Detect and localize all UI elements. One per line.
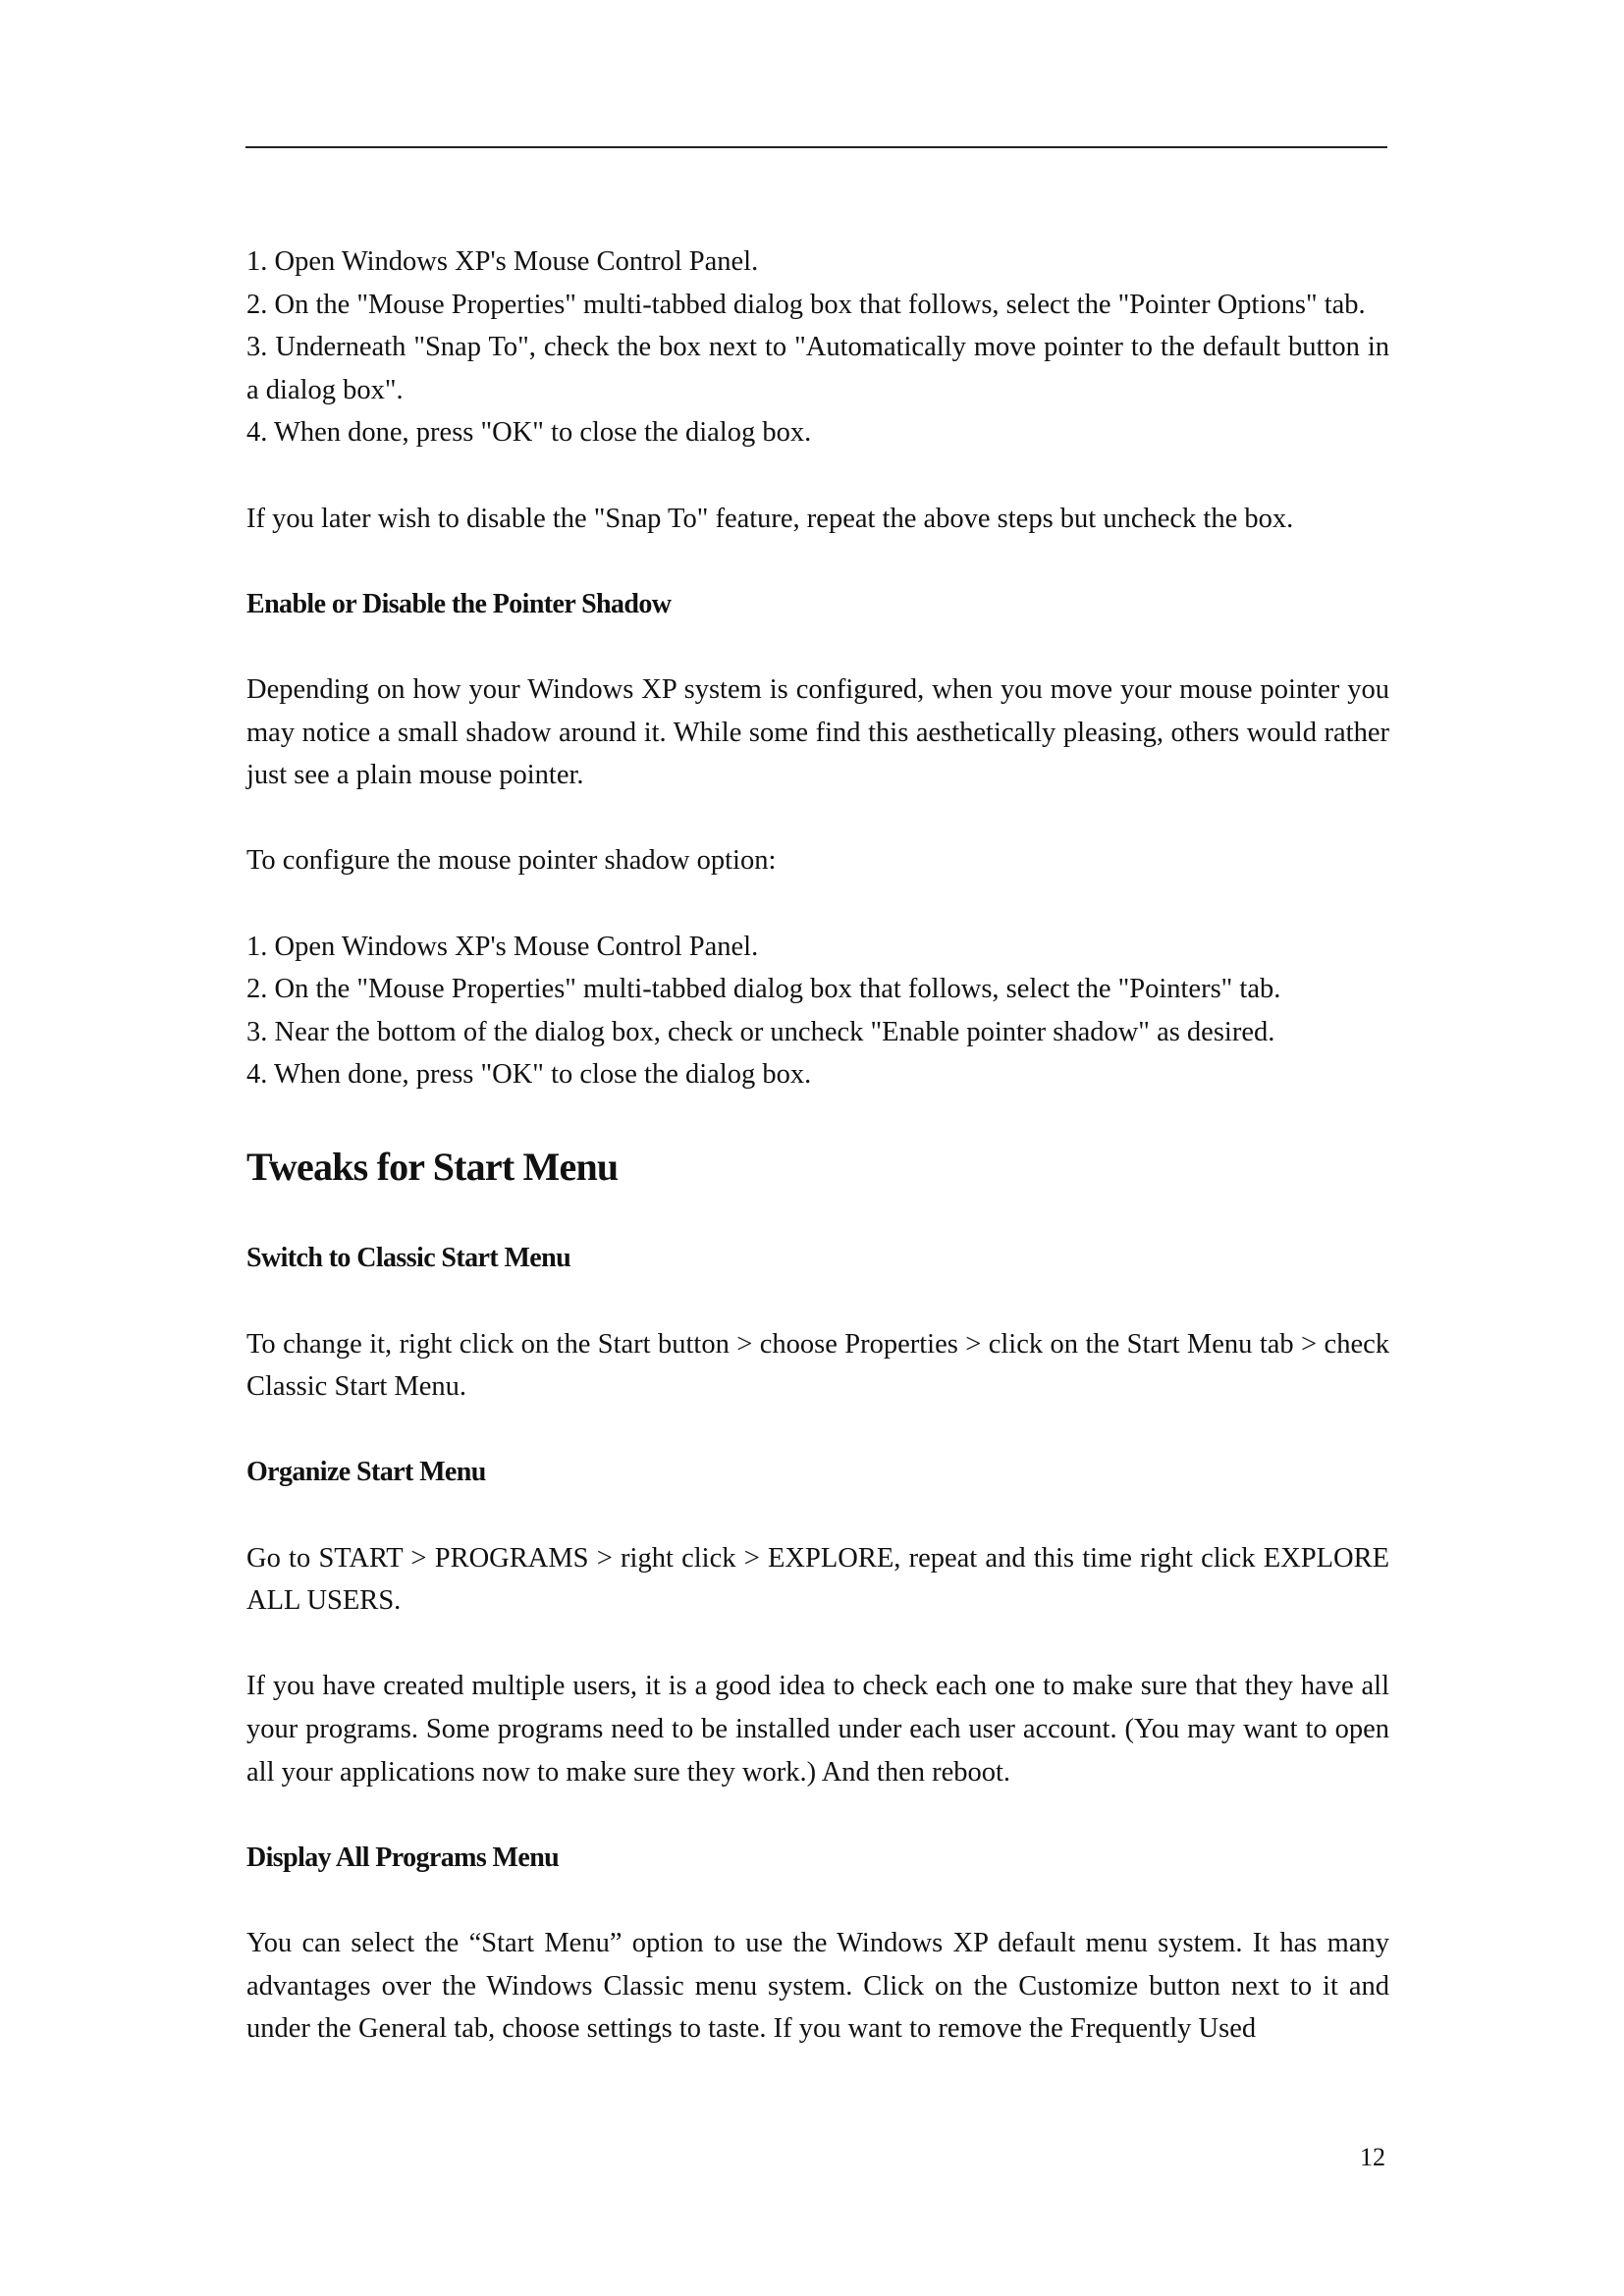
- step-1: 1. Open Windows XP's Mouse Control Panel.: [246, 246, 759, 277]
- classic-start-heading: Switch to Classic Start Menu: [246, 1243, 571, 1274]
- all-programs-heading: Display All Programs Menu: [246, 1842, 560, 1873]
- shadow-step-3: 3. Near the bottom of the dialog box, check or uncheck "Enable pointer shadow" as desired.: [246, 1016, 1275, 1047]
- pointer-shadow-intro: Depending on how your Windows XP system is configured, when you move your mouse pointer you may notice a small shadow around it. While some find this aesthetically pleasing, others would rather just see a plain mouse pointer.: [246, 673, 1389, 791]
- step-3: 3. Underneath "Snap To", check the box next to "Automatically move pointer to the default button in a dialog box".: [246, 332, 1389, 405]
- page-body: [246, 240, 1389, 2051]
- organize-start-heading: Organize Start Menu: [246, 1457, 486, 1488]
- organize-start-text: Go to START > PROGRAMS > right click > EXPLORE, repeat and this time right click EXPLORE ALL USERS.: [246, 1542, 1389, 1617]
- shadow-step-4: 4. When done, press "OK" to close the dialog box.: [246, 1059, 812, 1091]
- organize-start-text-2: If you have created multiple users, it is a good idea to check each one to make sure that they have all your programs. Some programs need to be installed under each user account. (You may want to open all your applications now to make sure they work.) And then reboot.: [246, 1671, 1389, 1788]
- pointer-shadow-heading: Enable or Disable the Pointer Shadow: [246, 588, 672, 619]
- shadow-step-1: 1. Open Windows XP's Mouse Control Panel.: [246, 931, 759, 962]
- step-4: 4. When done, press "OK" to close the dialog box.: [246, 417, 812, 449]
- step-2: 2. On the "Mouse Properties" multi-tabbed dialog box that follows, select the "Pointer Options" tab.: [246, 289, 1366, 320]
- start-menu-title: Tweaks for Start Menu: [246, 1144, 619, 1189]
- snap-to-note: If you later wish to disable the "Snap To" feature, repeat the above steps but uncheck the box.: [246, 503, 1294, 534]
- pointer-shadow-lead: To configure the mouse pointer shadow option:: [246, 845, 777, 877]
- all-programs-text: You can select the “Start Menu” option to use the Windows XP default menu system. It has many advantages over the Windows Classic menu system. Click on the Customize button next to it and under the General tab, choose settings to taste. If you want to remove the Frequently Used: [246, 1927, 1389, 2045]
- classic-start-text: To change it, right click on the Start button > choose Properties > click on the Start Menu tab > check Classic Start Menu.: [246, 1328, 1389, 1403]
- header-rule: [245, 146, 1387, 148]
- shadow-step-2: 2. On the "Mouse Properties" multi-tabbed dialog box that follows, select the "Pointers" tab.: [246, 974, 1281, 1005]
- page-number: 12: [1360, 2143, 1385, 2171]
